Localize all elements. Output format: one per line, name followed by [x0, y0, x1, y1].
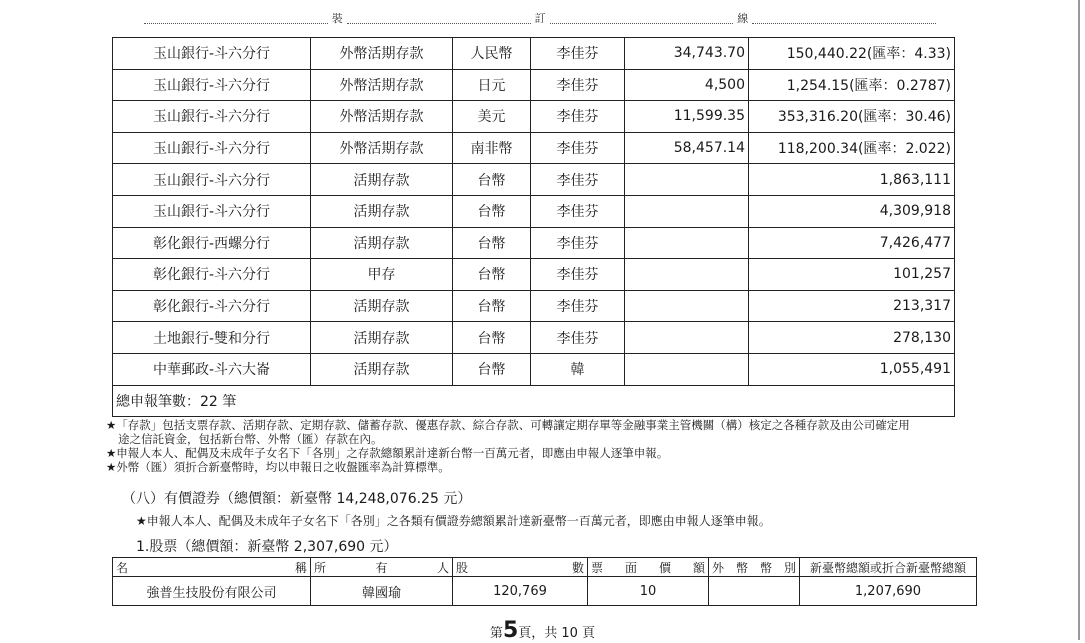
header-fx-char: 幣 — [759, 560, 772, 575]
deposit-bank: 玉山銀行-斗六分行 — [113, 69, 311, 101]
deposit-foreign-amount — [625, 259, 749, 291]
header-owner-char: 所 — [314, 560, 327, 575]
deposit-twd-amount: 4,309,918 — [749, 195, 955, 227]
header-face-char: 票 — [591, 560, 604, 575]
dotted-divider — [347, 13, 531, 24]
deposit-owner: 李佳芬 — [531, 38, 625, 70]
deposit-bank: 玉山銀行-斗六分行 — [113, 164, 311, 196]
page-edge — [1078, 0, 1080, 640]
deposit-owner: 李佳芬 — [531, 322, 625, 354]
stock-table — [112, 557, 977, 606]
binding-margin-line — [140, 8, 940, 28]
deposit-currency: 人民幣 — [453, 38, 531, 70]
deposit-notes — [106, 418, 986, 474]
deposit-row — [113, 227, 955, 259]
deposit-owner: 李佳芬 — [531, 69, 625, 101]
deposit-row — [113, 38, 955, 70]
binding-mark-2: 訂 — [534, 12, 546, 25]
deposit-foreign-amount — [625, 353, 749, 385]
deposit-foreign-amount — [625, 227, 749, 259]
deposit-row — [113, 101, 955, 133]
header-face-char: 面 — [624, 560, 637, 575]
binding-mark-3: 線 — [737, 12, 749, 25]
deposit-twd-amount: 101,257 — [749, 259, 955, 291]
deposit-bank: 玉山銀行-斗六分行 — [113, 195, 311, 227]
deposit-bank: 玉山銀行-斗六分行 — [113, 38, 311, 70]
deposit-twd-amount: 7,426,477 — [749, 227, 955, 259]
deposit-type: 活期存款 — [311, 195, 453, 227]
header-face-char: 價 — [658, 560, 671, 575]
page-number: 5 — [502, 618, 519, 643]
header-shares-char: 股 — [456, 560, 469, 575]
deposit-type: 活期存款 — [311, 353, 453, 385]
deposit-row — [113, 322, 955, 354]
deposit-type: 活期存款 — [311, 290, 453, 322]
deposit-type: 外幣活期存款 — [311, 38, 453, 70]
deposit-currency: 台幣 — [453, 259, 531, 291]
header-shares — [453, 558, 588, 577]
deposit-row — [113, 195, 955, 227]
deposit-type: 外幣活期存款 — [311, 101, 453, 133]
stock-total: 1,207,690 — [800, 577, 977, 606]
deposit-type: 外幣活期存款 — [311, 132, 453, 164]
deposit-foreign-amount: 4,500 — [625, 69, 749, 101]
deposit-bank: 彰化銀行-斗六分行 — [113, 290, 311, 322]
stock-table-header — [113, 558, 977, 577]
deposit-bank: 玉山銀行-斗六分行 — [113, 101, 311, 133]
footer-prefix: 第 — [489, 626, 503, 641]
deposit-bank: 彰化銀行-斗六分行 — [113, 259, 311, 291]
deposit-bank: 彰化銀行-西螺分行 — [113, 227, 311, 259]
deposit-twd-amount: 278,130 — [749, 322, 955, 354]
header-shares-char: 數 — [571, 560, 584, 575]
deposit-foreign-amount — [625, 290, 749, 322]
header-owner — [311, 558, 453, 577]
header-owner-char: 有 — [375, 560, 388, 575]
deposit-owner: 李佳芬 — [531, 290, 625, 322]
page-footer — [0, 618, 1085, 643]
dotted-divider — [144, 13, 328, 24]
stock-currency — [709, 577, 800, 606]
deposit-currency: 台幣 — [453, 290, 531, 322]
deposit-currency: 台幣 — [453, 353, 531, 385]
deposit-type: 活期存款 — [311, 322, 453, 354]
deposit-twd-amount: 1,863,111 — [749, 164, 955, 196]
stock-row — [113, 577, 977, 606]
deposit-currency: 南非幣 — [453, 132, 531, 164]
note-exchange-rate: ★外幣（匯）須折合新臺幣時，均以申報日之收盤匯率為計算標準。 — [106, 460, 450, 474]
deposit-owner: 李佳芬 — [531, 227, 625, 259]
header-currency — [709, 558, 800, 577]
section-8-title: （八）有價證券（總價額：新臺幣 14,248,076.25 元） — [122, 491, 472, 507]
header-fx-char: 別 — [783, 560, 796, 575]
deposit-bank: 中華郵政-斗六大崙 — [113, 353, 311, 385]
deposit-foreign-amount: 58,457.14 — [625, 132, 749, 164]
deposit-owner: 韓 — [531, 353, 625, 385]
deposit-row — [113, 290, 955, 322]
deposit-currency: 台幣 — [453, 195, 531, 227]
deposit-twd-amount: 353,316.20(匯率：30.46) — [749, 101, 955, 133]
deposit-type: 活期存款 — [311, 164, 453, 196]
header-name — [113, 558, 311, 577]
total-count: 總申報筆數：22 筆 — [113, 385, 955, 416]
section-8-note: ★申報人本人、配偶及未成年子女名下「各別」之各類有價證券總額累計達新臺幣一百萬元者，即應由申報人逐筆申報。 — [136, 514, 771, 528]
deposit-currency: 台幣 — [453, 164, 531, 196]
deposit-owner: 李佳芬 — [531, 132, 625, 164]
deposit-foreign-amount: 11,599.35 — [625, 101, 749, 133]
header-total: 新臺幣總額或折合新臺幣總額 — [800, 558, 977, 577]
deposit-foreign-amount: 34,743.70 — [625, 38, 749, 70]
deposit-twd-amount: 213,317 — [749, 290, 955, 322]
footer-suffix: 頁，共 10 頁 — [518, 626, 596, 641]
deposit-twd-amount: 118,200.34(匯率：2.022) — [749, 132, 955, 164]
deposit-type: 活期存款 — [311, 227, 453, 259]
deposit-row — [113, 353, 955, 385]
deposit-twd-amount: 1,254.15(匯率：0.2787) — [749, 69, 955, 101]
deposit-owner: 李佳芬 — [531, 259, 625, 291]
stock-name: 強普生技股份有限公司 — [113, 577, 311, 606]
note-threshold: ★申報人本人、配偶及未成年子女名下「各別」之存款總額累計達新台幣一百萬元者，即應由申報人逐筆申報。 — [106, 446, 669, 460]
header-fx-char: 外 — [712, 560, 725, 575]
deposit-foreign-amount — [625, 164, 749, 196]
dotted-divider — [752, 13, 936, 24]
deposit-total-row — [113, 385, 955, 416]
deposit-table — [112, 37, 955, 417]
stock-section-title: 1.股票（總價額：新臺幣 2,307,690 元） — [136, 539, 398, 555]
deposit-bank: 玉山銀行-斗六分行 — [113, 132, 311, 164]
header-fx-char: 幣 — [735, 560, 748, 575]
deposit-twd-amount: 150,440.22(匯率：4.33) — [749, 38, 955, 70]
deposit-type: 外幣活期存款 — [311, 69, 453, 101]
deposit-foreign-amount — [625, 322, 749, 354]
header-name-char: 名 — [116, 560, 129, 575]
deposit-row — [113, 132, 955, 164]
deposit-row — [113, 69, 955, 101]
header-name-char: 稱 — [294, 560, 307, 575]
header-owner-char: 人 — [436, 560, 449, 575]
stock-face-value: 10 — [588, 577, 709, 606]
deposit-owner: 李佳芬 — [531, 101, 625, 133]
deposit-foreign-amount — [625, 195, 749, 227]
dotted-divider — [550, 13, 734, 24]
deposit-currency: 台幣 — [453, 322, 531, 354]
deposit-twd-amount: 1,055,491 — [749, 353, 955, 385]
deposit-currency: 台幣 — [453, 227, 531, 259]
deposit-currency: 日元 — [453, 69, 531, 101]
stock-shares: 120,769 — [453, 577, 588, 606]
note-definition-line2: 途之信託資金，包括新台幣、外幣（匯）存款在內。 — [118, 432, 383, 446]
header-face-value — [588, 558, 709, 577]
binding-mark-1: 裝 — [331, 12, 343, 25]
deposit-owner: 李佳芬 — [531, 195, 625, 227]
note-definition-line1: ★「存款」包括支票存款、活期存款、定期存款、儲蓄存款、優惠存款、綜合存款、可轉讓定期存單等金融事業主管機關（構）核定之各種存款及由公司確定用 — [106, 418, 910, 432]
deposit-type: 甲存 — [311, 259, 453, 291]
stock-owner: 韓國瑜 — [311, 577, 453, 606]
deposit-currency: 美元 — [453, 101, 531, 133]
deposit-row — [113, 164, 955, 196]
deposit-row — [113, 259, 955, 291]
deposit-owner: 李佳芬 — [531, 164, 625, 196]
deposit-bank: 土地銀行-雙和分行 — [113, 322, 311, 354]
header-face-char: 額 — [692, 560, 705, 575]
